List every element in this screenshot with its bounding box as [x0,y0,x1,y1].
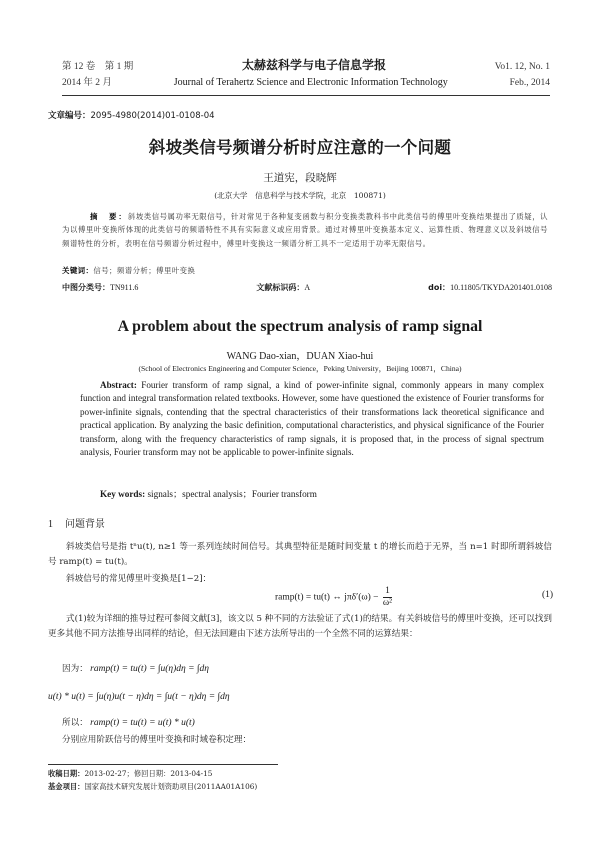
article-number [48,109,215,121]
math-line-1 [62,662,209,674]
clc-label: 中图分类号： [62,283,110,292]
paper-title-en: A problem about the spectrum analysis of ramp signal [117,318,483,335]
doi [428,282,552,293]
abstract-cn-text: 斜坡类信号属功率无限信号，针对常见于各种复变函数与积分变换类教科书中此类信号的傅里叶变换结果提出了质疑，认为以傅里叶变换所体现的此类信号的频谱特性不具有实际意义或应用背景。通过对傅里叶变换基本定义、运算性质、物理意义以及斜坡信号频谱特性的分析，表明在信号频谱分析过程中，傅里叶变换这一频谱分析工具不一定适用于功率无限信号。 [62,212,548,248]
authors-en: WANG Dao-xian，DUAN Xiao-hui [226,351,374,362]
body-paragraph-1: 斜坡类信号是指 tⁿu(t), n≥1 等一系列连续时间信号。其典型特征是随时间变量 t 的增长而趋于无界，当 n=1 时即所谓斜坡信号 ramp(t) = tu(t)。 [48,542,552,567]
journal-title-en: Journal of Terahertz Science and Electronic Information Technology [173,77,448,88]
doc-code-value: A [304,283,311,292]
keywords-en-label: Key words: [100,489,146,499]
clc [62,282,138,293]
doc-code-label: 文献标识码： [256,283,305,292]
math-line-3-prefix: 所以： [62,718,88,728]
classification-row [62,282,552,293]
keywords-cn [62,265,548,276]
abstract-en [80,379,544,459]
doi-label: doi： [428,283,451,292]
doi-value: 10.11805/TKYDA201401.0108 [450,283,552,292]
article-number-label: 文章编号： [48,111,91,121]
math-line-3-expr: ramp(t) = tu(t) = u(t) * u(t) [90,718,195,728]
clc-value: TN911.6 [110,283,139,292]
abstract-cn-label: 摘 要： [90,212,128,221]
equation-1-fraction [383,586,392,609]
journal-title-cn: 太赫兹科学与电子信息学报 [242,58,387,72]
keywords-en-text: signals；spectral analysis；Fourier transform [147,489,317,499]
equation-1-number: (1) [542,590,554,600]
footnote-received-label: 收稿日期： [48,769,85,778]
volume-issue-cn: 第 12 卷 第 1 期 [62,62,134,72]
affiliation-en: (School of Electronics Engineering and Computer Science，Peking University，Beijing 100871，China) [138,364,462,373]
date-cn: 2014 年 2 月 [62,78,112,88]
section-title: 问题背景 [65,519,105,530]
equation-1-lhs: ramp(t) = tu(t) ↔ jπδ′(ω) − [275,592,381,603]
authors-cn: 王道宪，段晓辉 [263,172,337,184]
footnote-received [48,769,212,779]
article-number-value: 2095-4980(2014)01-0108-04 [90,111,215,121]
equation-1 [275,586,392,609]
section-heading [48,515,105,530]
equation-1-denominator: ω² [382,598,392,608]
paper-title-cn: 斜坡类信号频谱分析时应注意的一个问题 [148,138,452,157]
keywords-cn-label: 关键词： [62,266,94,275]
footnote-fund [48,782,257,792]
section-number: 1 [48,519,53,530]
math-line-2: u(t) * u(t) = ∫u(η)u(t − η)dη = ∫u(t − η)dη = ∫dη [48,692,230,702]
body-paragraph-3: 式(1)较为详细的推导过程可参阅文献[3]，该文以 5 种不同的方法验证了式(1)的结果。有关斜坡信号的傅里叶变换，还可以找到更多其他不同方法推导出同样的结论，但无法回避由下述方法所导出的一个全然不同的运算结果： [48,614,552,639]
keywords-en [100,486,317,500]
footnote-fund-label: 基金项目： [48,782,85,791]
math-line-1-prefix: 因为： [62,664,88,674]
body-paragraph-4: 分别应用阶跃信号的傅里叶变换和时域卷积定理： [62,735,252,745]
journal-header [62,56,550,96]
footnote-received-value: 2013-02-27；修回日期：2013-04-15 [84,769,213,778]
math-line-1-expr: ramp(t) = tu(t) = ∫u(η)dη = ∫dη [90,664,209,674]
body-paragraph-2: 斜坡信号的常见傅里叶变换是[1−2]： [66,574,212,584]
abstract-en-label: Abstract: [100,380,137,390]
doc-code [256,282,310,293]
footnote-fund-value: 国家高技术研究发展计划资助项目(2011AA01A106) [84,782,258,791]
equation-1-numerator: 1 [383,586,392,598]
affiliation-cn: (北京大学 信息科学与技术学院，北京 100871) [214,191,386,200]
footnote-divider [48,764,278,765]
math-line-3 [62,716,195,728]
keywords-cn-text: 信号；频谱分析；傅里叶变换 [93,266,196,275]
abstract-cn [62,210,548,250]
abstract-en-text: Fourier transform of ramp signal, a kind of power-infinite signal, commonly appears in many complex function and integral transformation related textbooks. However, some have questioned the existence of Fourier transforms for power-infinite signals, contending that the spectral characteristics of their transformations lack theoretical significance and practical application. By analyzing the basic definition, computational characteristics, and physical significance of the Fourier transform, along with the frequency characteristics of ramp signals, it is proposed that, in the process of signal spectrum analysis, Fourier transform may not be applicable to power-infinite signals. [80,380,545,458]
date-en: Feb., 2014 [509,78,550,88]
volume-issue-en: Vo1. 12, No. 1 [494,62,550,72]
